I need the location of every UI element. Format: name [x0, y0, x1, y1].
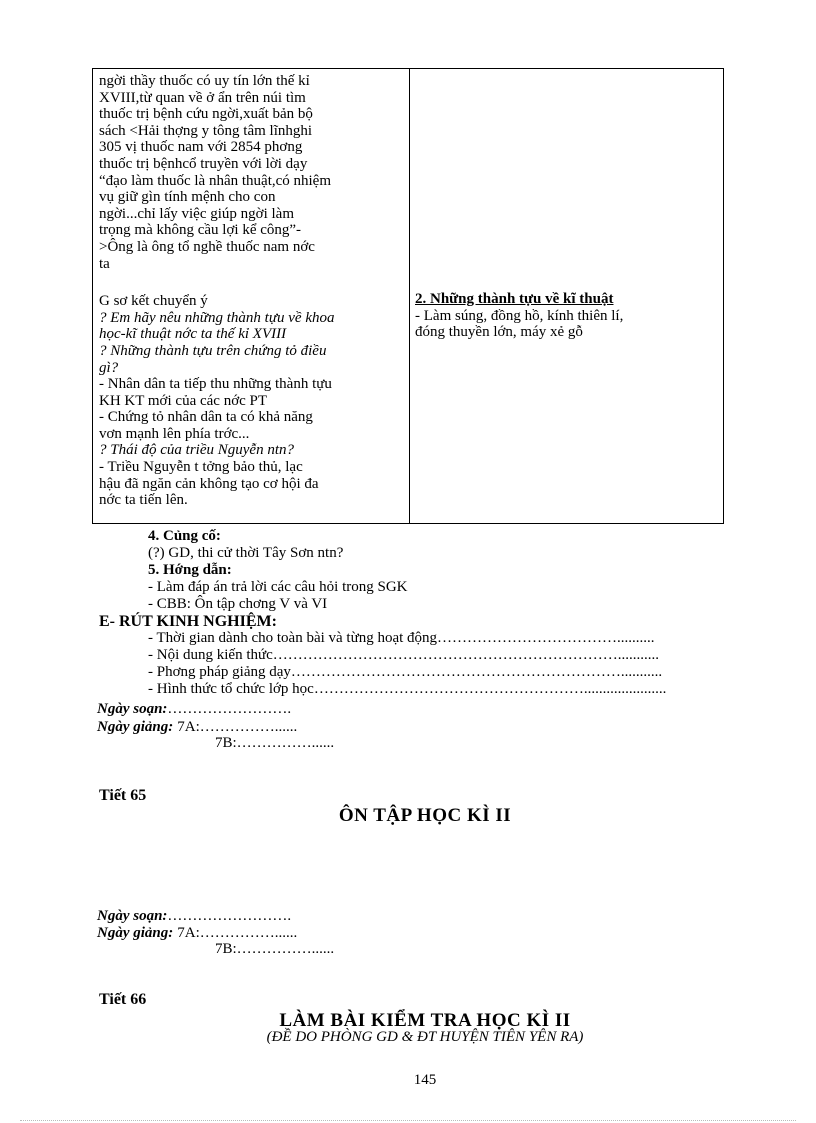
left-cell-line: - Triều Nguyễn t tởng bảo thủ, lạc — [99, 459, 303, 476]
giang-label: Ngày giảng: — [97, 719, 174, 735]
left-cell-line: vụ giữ gìn tính mệnh cho con — [99, 189, 276, 206]
left-cell-line: KH KT mới của các nớc PT — [99, 392, 268, 409]
soan-label: Ngày soạn: — [97, 908, 168, 924]
class-7a: 7A:……………...... — [177, 719, 298, 735]
giang-label: Ngày giảng: — [97, 925, 174, 941]
left-cell-question-line: ? Thái độ của triều Nguyễn ntn? — [99, 442, 294, 459]
soan-dots: ……………………. — [167, 701, 292, 717]
lesson-66-title: LÀM BÀI KIỂM TRA HỌC KÌ II — [279, 1010, 571, 1031]
left-cell-line: sách <Hải thợng y tông tâm lĩnhghi — [99, 122, 313, 139]
left-cell-question-line: ? Những thành tựu trên chứng tỏ điều — [99, 342, 327, 359]
right-cell-line: - Làm súng, đồng hồ, kính thiên lí, — [415, 307, 624, 324]
soan-label: Ngày soạn: — [97, 701, 168, 717]
left-cell-paragraph-2 — [99, 293, 401, 509]
lesson-table — [92, 68, 724, 524]
lesson-65-number: Tiết 65 — [99, 787, 147, 804]
left-cell-line: - Nhân dân ta tiếp thu những thành tựu — [99, 376, 332, 393]
class-7b: 7B:……………...... — [215, 941, 335, 957]
experience-item: - Phơng pháp giảng dạy…………………………………………………………........... — [148, 664, 663, 680]
experience-item: - Thời gian dành cho toàn bài và từng hoạt động……………………………….......... — [148, 630, 655, 646]
class-7a: 7A:……………...... — [177, 925, 298, 941]
class-7b: 7B:……………...... — [215, 735, 335, 751]
left-cell-line: vơn mạnh lên phía trớc... — [99, 425, 250, 442]
left-cell-line: ta — [99, 255, 110, 272]
left-cell-line: XVIII,từ quan về ở ẩn trên núi tìm — [99, 89, 306, 106]
left-cell-paragraph-1 — [99, 73, 401, 272]
table-right-cell — [415, 291, 719, 341]
schedule-giang-row — [97, 718, 297, 736]
left-cell-line: G sơ kết chuyển ý — [99, 293, 208, 310]
schedule-soan-row — [97, 700, 291, 718]
left-cell-question-line: gì? — [99, 359, 119, 376]
left-cell-line: hậu đã ngăn cản không tạo cơ hội đa — [99, 475, 319, 492]
left-cell-question-line: học-kĩ thuật nớc ta thế kỉ XVIII — [99, 326, 287, 343]
consolidate-heading: 4. Củng cố: — [148, 528, 221, 544]
left-cell-line: 305 vị thuốc nam với 2854 phơng — [99, 139, 303, 156]
table-left-cell — [99, 73, 401, 509]
guide-item: - Làm đáp án trả lời các câu hỏi trong SGK — [148, 579, 408, 595]
soan-dots: ……………………. — [167, 908, 292, 924]
lesson-65-title: ÔN TẬP HỌC KÌ II — [338, 805, 512, 826]
left-cell-line: ngời thầy thuốc có uy tín lớn thế kỉ — [99, 73, 310, 89]
lesson-66-number: Tiết 66 — [99, 991, 147, 1008]
guide-item: - CBB: Ôn tập chơng V và VI — [148, 596, 328, 612]
right-cell-heading: 2. Những thành tựu về kĩ thuật — [415, 291, 614, 307]
lesson-66-subtitle: (ĐỀ DO PHÒNG GD & ĐT HUYỆN TIÊN YÊN RA) — [266, 1029, 584, 1045]
schedule-soan-row — [97, 907, 291, 925]
left-cell-line: - Chứng tỏ nhân dân ta có khả năng — [99, 409, 313, 426]
consolidate-question: (?) GD, thi cử thời Tây Sơn ntn? — [148, 545, 344, 561]
experience-item: - Hình thức tổ chức lớp học………………………………………………...................... — [148, 681, 667, 697]
experience-heading: E- RÚT KINH NGHIỆM: — [99, 613, 277, 630]
table-column-divider — [409, 69, 410, 523]
experience-item: - Nội dung kiến thức……………………………………………………………........... — [148, 647, 660, 663]
left-cell-line: thuốc trị bệnh cứu ngời,xuất bản bộ — [99, 106, 313, 123]
left-cell-line: thuốc trị bệnhcổ truyền với lời dạy — [99, 155, 308, 172]
guide-heading: 5. Hớng dẫn: — [148, 562, 232, 578]
page-number: 145 — [413, 1072, 437, 1088]
left-cell-line: ngời...chỉ lấy việc giúp ngời làm — [99, 205, 294, 222]
schedule-giang-row — [97, 924, 297, 942]
left-cell-line: “đạo làm thuốc là nhân thuật,có nhiệm — [99, 172, 332, 189]
left-cell-line: trọng mà không cầu lợi kể công”- — [99, 222, 302, 239]
right-cell-text — [415, 308, 719, 341]
left-cell-line: nớc ta tiến lên. — [99, 492, 188, 509]
left-cell-line: >Ông là ông tổ nghề thuốc nam nớc — [99, 238, 315, 255]
right-cell-line: đóng thuyền lớn, máy xẻ gỗ — [415, 324, 583, 341]
left-cell-question-line: ? Em hãy nêu những thành tựu về khoa — [99, 309, 335, 326]
page-bottom-border — [20, 1120, 796, 1122]
